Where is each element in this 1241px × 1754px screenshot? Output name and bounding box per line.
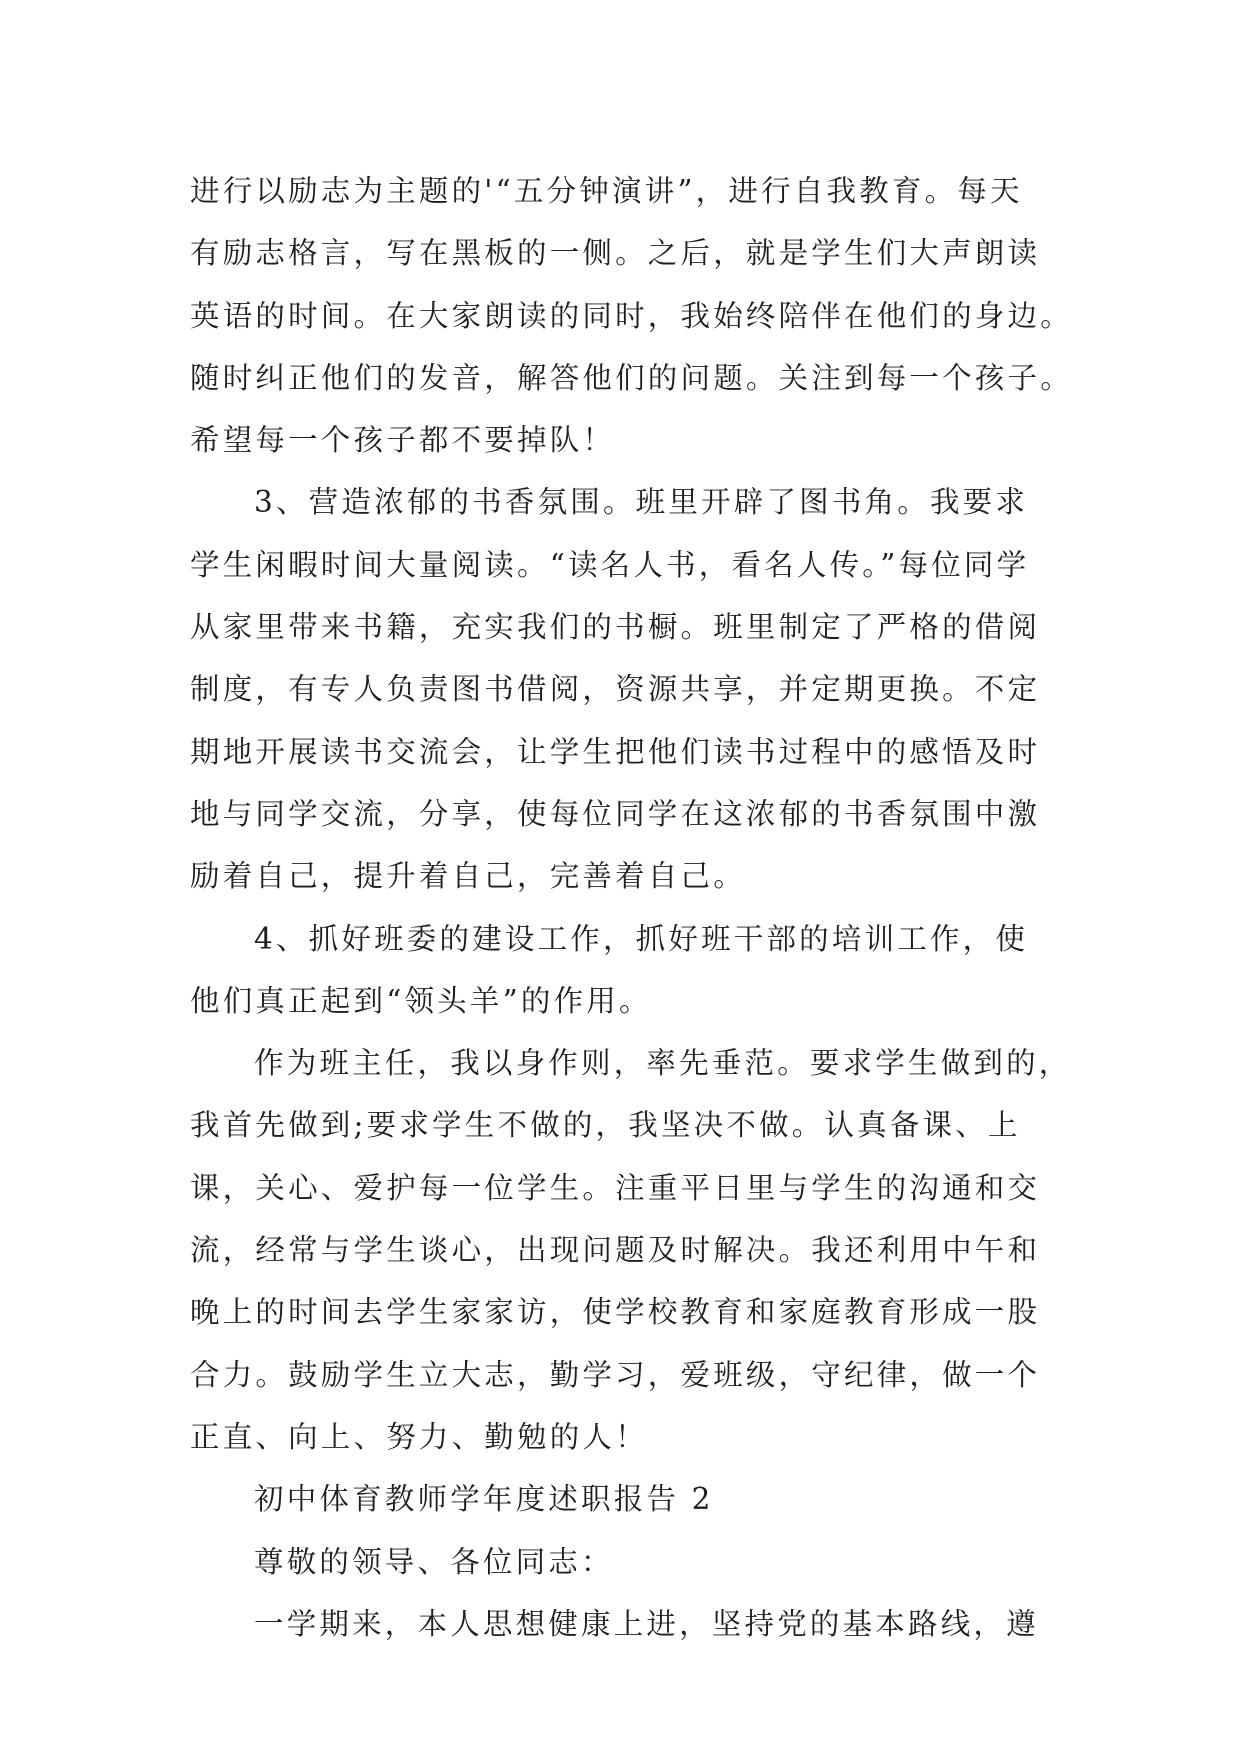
text-line: 有励志格言，写在黑板的一侧。之后，就是学生们大声朗读 (190, 236, 1041, 271)
text-line: 期地开展读书交流会，让学生把他们读书过程中的感悟及时 (190, 734, 1041, 769)
text-line: 我首先做到;要求学生不做的，我坚决不做。认真备课、上 (190, 1108, 1021, 1143)
text-line: 课，关心、爱护每一位学生。注重平日里与学生的沟通和交 (190, 1170, 1041, 1205)
text-line: 一学期来，本人思想健康上进，坚持党的基本路线，遵 (254, 1606, 1039, 1641)
text-line: 晚上的时间去学生家家访，使学校教育和家庭教育形成一股 (190, 1295, 1041, 1330)
text-line: 地与同学交流，分享，使每位同学在这浓郁的书香氛围中激 (190, 796, 1041, 831)
text-line: 初中体育教师学年度述职报告 2 (254, 1482, 714, 1517)
document-body (190, 160, 1073, 1655)
text-line: 希望每一个孩子都不要掉队！ (190, 423, 616, 458)
text-line: 4、抓好班委的建设工作，抓好班干部的培训工作，使 (254, 921, 1029, 956)
text-line: 合力。鼓励学生立大志，勤学习，爱班级，守纪律，做一个 (190, 1357, 1041, 1392)
text-line: 3、营造浓郁的书香氛围。班里开辟了图书角。我要求 (254, 485, 1029, 520)
text-line: 制度，有专人负责图书借阅，资源共享，并定期更换。不定 (190, 672, 1041, 707)
text-line: 英语的时间。在大家朗读的同时，我始终陪伴在他们的身边。 (190, 298, 1073, 333)
text-line: 他们真正起到“领头羊”的作用。 (190, 983, 652, 1018)
text-line: 随时纠正他们的发音，解答他们的问题。关注到每一个孩子。 (190, 360, 1073, 395)
text-line: 从家里带来书籍，充实我们的书橱。班里制定了严格的借阅 (190, 610, 1041, 645)
text-line: 流，经常与学生谈心，出现问题及时解决。我还利用中午和 (190, 1233, 1041, 1268)
text-line: 作为班主任，我以身作则，率先垂范。要求学生做到的， (254, 1046, 1072, 1081)
text-line: 进行以励志为主题的'“五分钟演讲”，进行自我教育。每天 (190, 174, 1023, 208)
text-line: 尊敬的领导、各位同志： (254, 1544, 614, 1579)
text-line: 学生闲暇时间大量阅读。“读名人书，看名人传。”每位同学 (190, 547, 1030, 582)
text-line: 正直、向上、努力、勤勉的人！ (190, 1419, 648, 1454)
text-line: 励着自己，提升着自己，完善着自己。 (190, 859, 746, 894)
